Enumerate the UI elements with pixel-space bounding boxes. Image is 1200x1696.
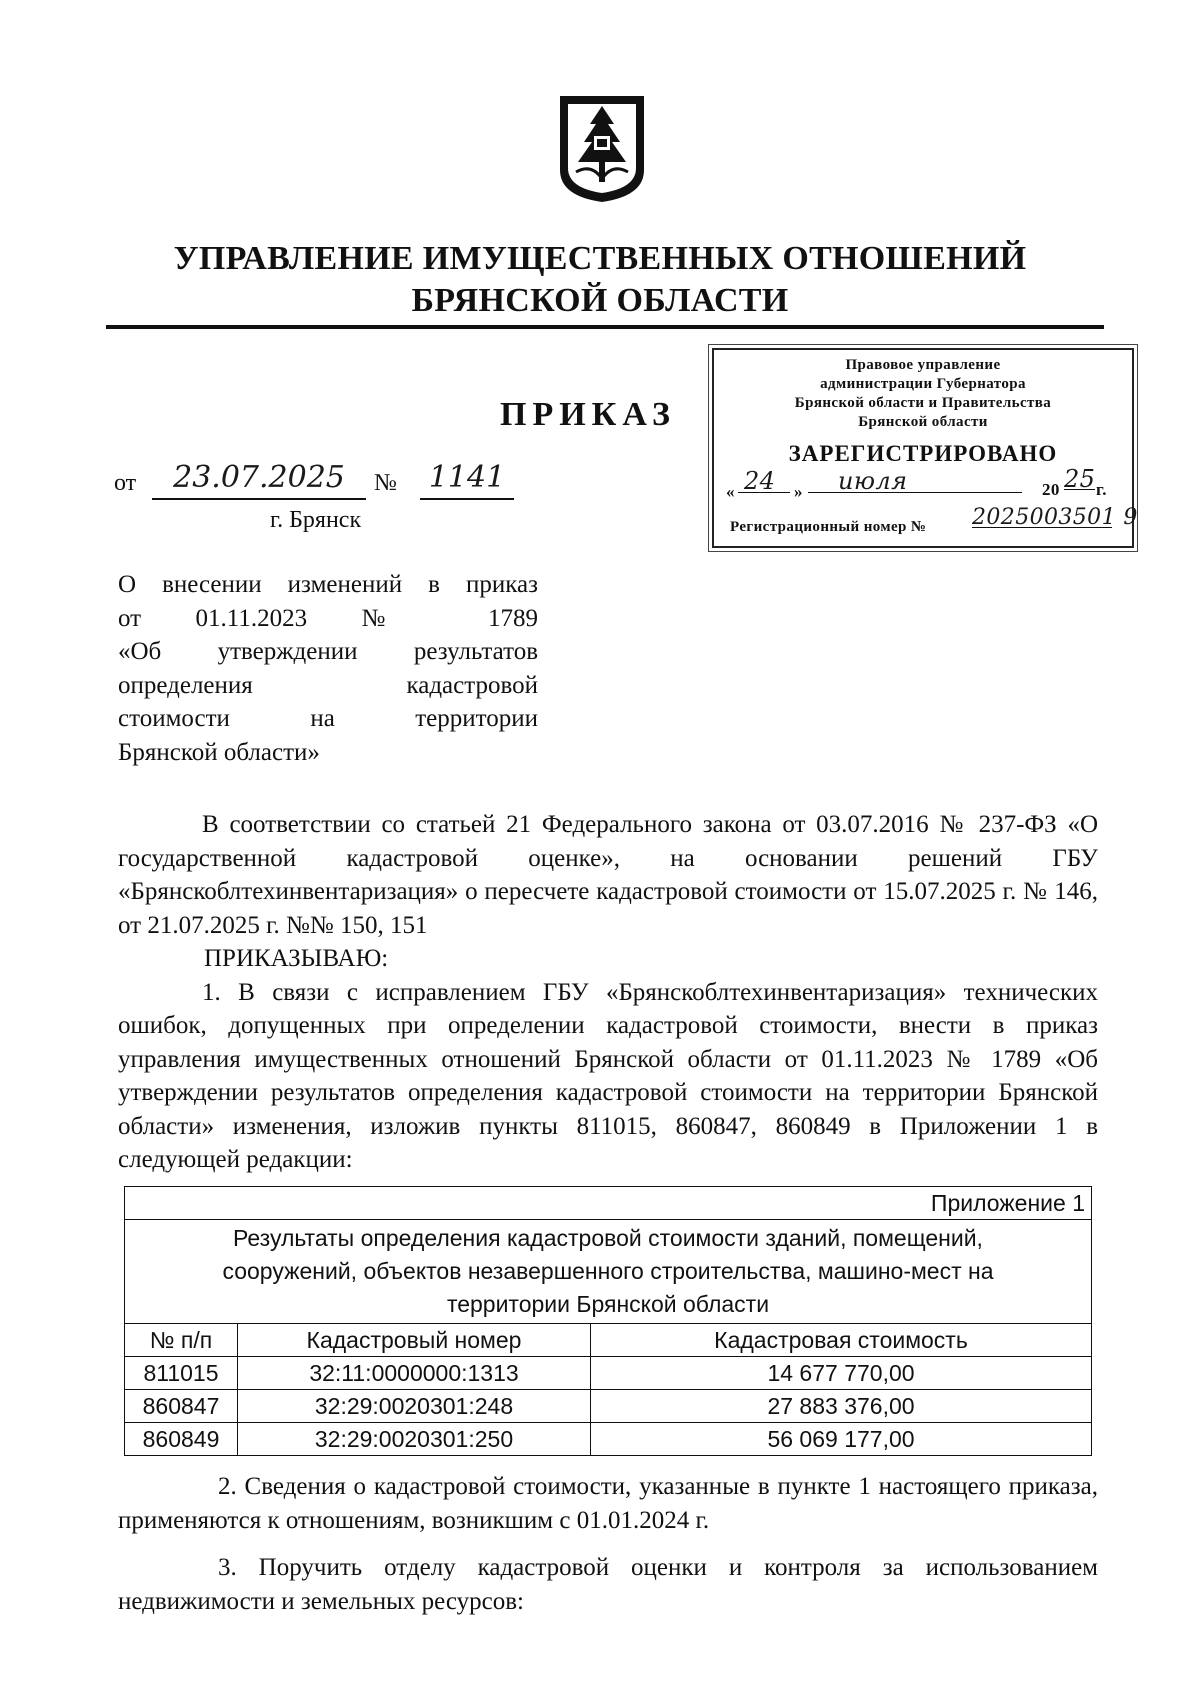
stamp-close-quote: » xyxy=(794,482,803,501)
table-appendix-label: Приложение 1 xyxy=(125,1187,1092,1220)
table-cell-index: 860849 xyxy=(125,1423,238,1456)
table-caption-line3: территории Брянской области xyxy=(446,1291,770,1317)
table-caption xyxy=(125,1220,1092,1324)
stamp-org-line1: Правовое управление xyxy=(845,357,1001,373)
stamp-regno-label: Регистрационный номер № xyxy=(730,519,927,535)
stamp-org-line3: Брянской области и Правительства xyxy=(794,395,1052,411)
table-caption-line2: сооружений, объектов незавершенного строительства, машино-мест на xyxy=(222,1258,994,1284)
subject-line5: стоимости на территории xyxy=(118,705,538,732)
stamp-month: июля xyxy=(838,467,908,495)
decree-word: ПРИКАЗЫВАЮ: xyxy=(204,945,389,972)
order-from-label: от xyxy=(114,470,137,496)
table-caption-line1: Результаты определения кадастровой стоимости зданий, помещений, xyxy=(233,1225,983,1251)
table-cell-cadastral-value: 56 069 177,00 xyxy=(591,1423,1092,1456)
table-row xyxy=(125,1357,1092,1390)
organization-title xyxy=(100,238,1100,322)
item-2-paragraph: 2. Сведения о кадастровой стоимости, указанные в пункте 1 настоящего приказа, применяются к отношениям, возникшим с 01.01.2024 г. xyxy=(118,1473,1098,1534)
table-cell-index: 811015 xyxy=(125,1357,238,1390)
table-cell-cadastral-value: 27 883 376,00 xyxy=(591,1390,1092,1423)
subject-line4: определения кадастровой xyxy=(118,671,538,699)
order-title: ПРИКАЗ xyxy=(500,396,676,433)
table-cell-cadastral-number: 32:11:0000000:1313 xyxy=(238,1357,591,1390)
header-divider xyxy=(106,325,1104,329)
table-cell-index: 860847 xyxy=(125,1390,238,1423)
table-header-row xyxy=(125,1324,1092,1357)
order-date-number-line xyxy=(114,460,534,504)
stamp-regno-row xyxy=(714,505,1138,538)
organization-title-line2: БРЯНСКОЙ ОБЛАСТИ xyxy=(411,282,789,319)
table-header-cell: Кадастровая стоимость xyxy=(591,1324,1092,1357)
stamp-regno-value: 2025003501 9 xyxy=(972,505,1138,530)
subject-line6: Брянской области» xyxy=(118,738,320,766)
table-cell-cadastral-value: 14 677 770,00 xyxy=(591,1357,1092,1390)
table-header-cell: № п/п xyxy=(125,1324,238,1357)
stamp-org-line2: администрации Губернатора xyxy=(820,376,1026,392)
registration-stamp xyxy=(712,348,1138,548)
organization-title-line1: УПРАВЛЕНИЕ ИМУЩЕСТВЕННЫХ ОТНОШЕНИЙ xyxy=(173,240,1027,277)
table-row xyxy=(125,1390,1092,1423)
order-body-continued xyxy=(118,1470,1098,1618)
stamp-day: 24 xyxy=(744,467,776,495)
subject-line1: О внесении изменений в приказ xyxy=(118,571,538,598)
table-header-cell: Кадастровый номер xyxy=(238,1324,591,1357)
subject-line2: от 01.11.2023 № 1789 xyxy=(118,604,538,632)
stamp-org-line4: Брянской области xyxy=(858,414,988,430)
coat-of-arms-emblem xyxy=(556,92,648,204)
order-number-label: № xyxy=(374,470,397,496)
order-city: г. Брянск xyxy=(270,507,362,533)
stamp-year-prefix: 20 xyxy=(1042,480,1060,499)
order-date: 23.07.2025 xyxy=(152,460,366,500)
preamble-paragraph: В соответствии со статьей 21 Федерального закона от 03.07.2016 № 237-ФЗ «О государственной кадастровой оценке», на основании решений ГБУ «Брянскоблтехинвентаризация» о пересчете кадастровой стоимости от 15.07.2025 г. № 146, от 21.07.2025 г. №№ 150, 151 xyxy=(118,811,1098,939)
order-number: 1141 xyxy=(420,460,514,500)
stamp-open-quote: « xyxy=(726,482,735,501)
table-row xyxy=(125,1423,1092,1456)
stamp-registered-label: ЗАРЕГИСТРИРОВАНО xyxy=(788,441,1058,466)
item-1-paragraph: 1. В связи с исправлением ГБУ «Брянскоблтехинвентаризация» технических ошибок, допущенных при определении кадастровой стоимости, внести в приказ управления имущественных отношений Брянской области от 01.11.2023 № 1789 «Об утверждении результатов определения кадастровой стоимости на территории Брянской области» изменения, изложив пункты 811015, 860847, 860849 в Приложении 1 в следующей редакции: xyxy=(118,978,1098,1173)
order-body xyxy=(118,808,1098,1177)
table-cell-cadastral-number: 32:29:0020301:250 xyxy=(238,1423,591,1456)
item-3-paragraph: 3. Поручить отделу кадастровой оценки и контроля за использованием недвижимости и земельных ресурсов: xyxy=(118,1554,1098,1615)
order-subject xyxy=(118,568,538,769)
subject-line3: «Об утверждении результатов xyxy=(118,638,538,665)
cadastral-value-table xyxy=(124,1186,1092,1456)
stamp-year-suffix: 25 xyxy=(1064,465,1096,493)
table-cell-cadastral-number: 32:29:0020301:248 xyxy=(238,1390,591,1423)
stamp-year-mark: г. xyxy=(1096,480,1107,499)
stamp-date-row xyxy=(714,465,1132,504)
